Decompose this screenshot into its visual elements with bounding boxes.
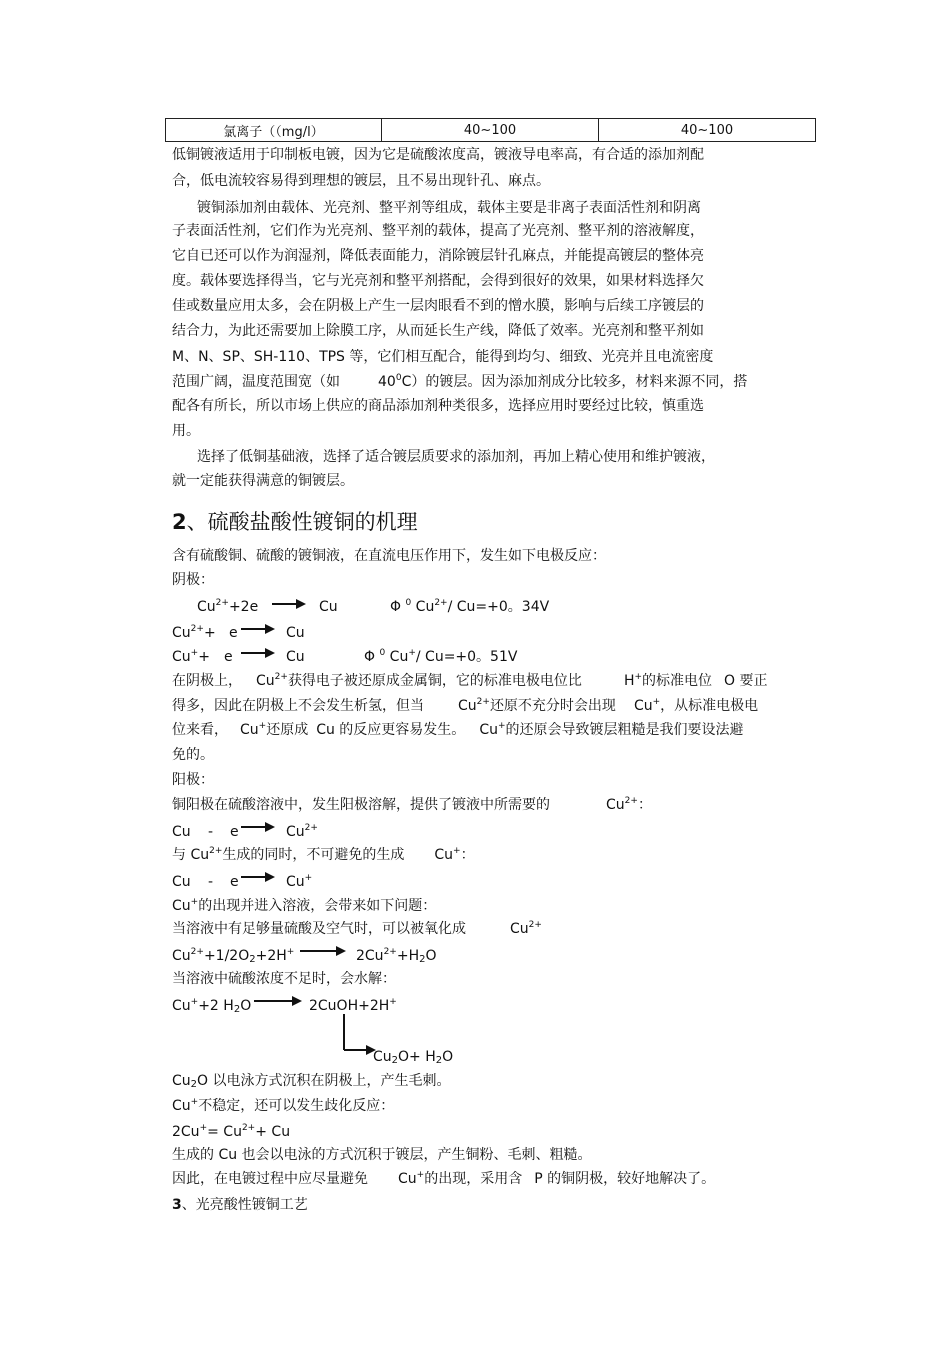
arrow-right-icon	[241, 871, 275, 883]
text-run: + Cu	[255, 1124, 291, 1140]
text-run: +2H	[255, 948, 287, 964]
text-run: 得多，因此在阴极上不会发生析氢，但当	[172, 698, 424, 714]
section-number: 2	[172, 510, 187, 534]
text-run: Cu	[479, 722, 498, 738]
paragraph-line: M、N、SP、SH-110、TPS 等，它们相互配合，能得到均匀、细致、光亮并且电流密度	[172, 349, 714, 365]
text-run: +2 H	[198, 998, 234, 1014]
text-run: 还原不充分时会出现	[489, 698, 616, 714]
superscript: +	[652, 697, 661, 707]
text-run: 2CuOH+2H	[309, 998, 390, 1014]
text-run: Cu	[434, 847, 454, 863]
text-run: Cu	[389, 649, 409, 665]
paragraph-line: 用。	[172, 423, 200, 439]
text-run: Cu	[172, 948, 191, 964]
minus-sign: -	[208, 824, 214, 840]
text-run: Cu	[373, 1049, 392, 1065]
text-run: O+ H	[398, 1049, 436, 1065]
text-run: Cu	[286, 824, 305, 840]
elbow-arrow-icon	[338, 1014, 376, 1056]
text-run: Cu	[190, 847, 210, 863]
potential-expression	[390, 598, 549, 616]
paragraph-line: 它自已还可以作为润湿剂，降低表面能力，消除镀层针孔麻点，并能提高镀层的整体亮	[172, 248, 704, 264]
arrow-right-icon	[272, 598, 306, 610]
arrow-right-icon	[300, 945, 346, 957]
paragraph-line	[172, 1097, 394, 1115]
arrow-right-icon	[241, 647, 275, 659]
reaction-disproportionation	[172, 1123, 290, 1141]
paragraph-line	[172, 1072, 451, 1090]
electron-symbol: e	[230, 874, 239, 890]
text-run: 位来看，	[172, 722, 228, 738]
text-run: O	[240, 998, 252, 1014]
reaction-right	[286, 873, 312, 891]
superscript: 2+	[274, 672, 288, 682]
superscript: +	[408, 648, 416, 658]
table-row	[166, 119, 816, 142]
superscript: 2+	[383, 947, 397, 957]
superscript: 2+	[209, 846, 223, 856]
reaction-right	[286, 823, 318, 841]
paragraph-line	[172, 672, 768, 690]
text-run: Cu	[633, 698, 653, 714]
paragraph-line: 选择了低铜基础液，选择了适合镀层质要求的添加剂，再加上精心使用和维护镀液，	[197, 449, 715, 465]
paragraph-line: 度。载体要选择得当，它与光亮剂和整平剂搭配，会得到很好的效果，如果材料选择欠	[172, 273, 704, 289]
paragraph-line: 配各有所长，所以市场上供应的商品添加剂种类很多，选择应用时要经过比较，慎重选	[172, 398, 704, 414]
subscript: 2	[391, 1055, 399, 1066]
text-run: Cu	[172, 625, 191, 641]
superscript: 2+	[190, 624, 204, 634]
superscript: +	[453, 846, 461, 856]
text-run: Cu	[458, 698, 477, 714]
superscript: +	[258, 721, 267, 731]
text-run: +2e	[228, 599, 259, 615]
text-run: Cu	[172, 1098, 191, 1114]
text-run: 的出现并进入溶液，会带来如下问题：	[198, 898, 437, 914]
text-run: 的标准电位	[642, 673, 713, 689]
temperature-value: 40	[378, 374, 396, 390]
arrow-right-icon	[241, 821, 275, 833]
text-run: 的出现，采用含	[424, 1171, 523, 1187]
subscript: 2	[249, 954, 256, 965]
reaction-left: Cu	[172, 824, 191, 840]
reaction-right: Cu	[286, 649, 305, 665]
table-cell: 氯离子（（mg/l）	[166, 119, 382, 142]
text-run: 铜阳极在硫酸溶液中，发生阳极溶解，提供了镀液中所需要的	[172, 797, 550, 813]
subscript: 2	[435, 1055, 443, 1066]
arrow-right-icon	[241, 623, 275, 635]
text-run: Cu 的反应更容易发生。	[316, 722, 466, 738]
text-run: 因此，在电镀过程中应尽量避免	[172, 1171, 368, 1187]
text-run: 2Cu	[356, 948, 384, 964]
paragraph-line	[172, 846, 475, 864]
text-run: 与	[172, 847, 191, 863]
superscript: +	[190, 1097, 199, 1107]
subscript: 2	[190, 1079, 198, 1090]
reaction-right: Cu	[319, 599, 338, 615]
text-run: P 的铜阴极，较好地解决了。	[534, 1171, 716, 1187]
subscript: 2	[233, 1004, 241, 1015]
reaction-left	[172, 947, 294, 965]
text-run: 2Cu	[172, 1124, 200, 1140]
paragraph-line	[172, 920, 542, 938]
electron-symbol: e	[229, 625, 238, 641]
text-run: / Cu=+0。34V	[447, 599, 550, 615]
text-run: 获得电子被还原成金属铜，它的标准电极电位比	[287, 673, 582, 689]
superscript: +	[304, 873, 313, 883]
superscript: +	[199, 1123, 208, 1133]
paragraph-line: 就一定能获得满意的铜镀层。	[172, 473, 354, 489]
reaction-left	[172, 648, 210, 666]
minus-sign: -	[208, 874, 214, 890]
text-run: ，从标准电极电	[660, 698, 759, 714]
superscript: 0	[405, 598, 412, 608]
text-run: +	[203, 625, 216, 641]
text-run: Cu	[606, 797, 625, 813]
paragraph-line	[172, 796, 652, 814]
text-run: = Cu	[207, 1124, 242, 1140]
text-run: C）的镀层。因为添加剂成分比较多，材料来源不同，搭	[401, 374, 748, 390]
paragraph-line	[172, 697, 758, 715]
cathode-label: 阴极：	[172, 572, 214, 588]
paragraph-line: 结合力，为此还需要加上除膜工序，从而延长生产线，降低了效率。光亮剂和整平剂如	[172, 323, 704, 339]
text-run: O 要正	[724, 673, 768, 689]
text-run: 的还原会导致镀层粗糙是我们要设法避	[505, 722, 744, 738]
text-run: / Cu=+0。51V	[415, 649, 518, 665]
text-run: Cu	[398, 1171, 417, 1187]
superscript: 2+	[528, 920, 542, 930]
paragraph-line: 佳或数量应用太多，会在阴极上产生一层肉眼看不到的憎水膜，影响与后续工序镀层的	[172, 298, 704, 314]
text-run: O	[442, 1049, 454, 1065]
superscript: 2+	[241, 1123, 256, 1133]
electron-symbol: e	[224, 649, 233, 665]
section-number: 3	[172, 1197, 182, 1213]
text-run: +1/2O	[203, 948, 250, 964]
text-run: O 以电泳方式沉积在阴极上，产生毛刺。	[197, 1073, 451, 1089]
superscript: +	[497, 721, 506, 731]
reaction-product	[373, 1048, 453, 1066]
text-run: 生成的同时，不可避免的生成	[222, 847, 405, 863]
text-run: +H	[396, 948, 420, 964]
text-run: H	[623, 673, 635, 689]
paragraph-line	[172, 721, 744, 739]
paragraph-line: 含有硫酸铜、硫酸的镀铜液，在直流电压作用下，发生如下电极反应：	[172, 548, 606, 564]
text-run: Cu	[172, 898, 191, 914]
text-run: 不稳定，还可以发生歧化反应：	[198, 1098, 395, 1114]
superscript: 2+	[190, 947, 204, 957]
table-cell: 40~100	[382, 119, 599, 142]
superscript: 2+	[476, 697, 490, 707]
section-heading	[172, 1196, 308, 1214]
reaction-left	[197, 598, 258, 616]
superscript: +	[389, 997, 397, 1007]
superscript: 2+	[434, 598, 448, 608]
reaction-left	[172, 997, 251, 1015]
text-run: O	[425, 948, 437, 964]
subscript: 2	[419, 954, 426, 965]
superscript: 0	[395, 373, 402, 383]
anode-label: 阳极：	[172, 772, 214, 788]
superscript: +	[190, 997, 199, 1007]
reaction-left: Cu	[172, 874, 191, 890]
text-run: 当溶液中有足够量硫酸及空气时，可以被氧化成	[172, 921, 466, 937]
table-cell: 40~100	[599, 119, 816, 142]
electron-symbol: e	[230, 824, 239, 840]
text-run: Cu	[510, 921, 529, 937]
text-run: ：	[460, 847, 475, 863]
text-run: ：	[637, 797, 652, 813]
text-run: Cu	[172, 1073, 191, 1089]
superscript: 2+	[215, 598, 229, 608]
superscript: +	[190, 648, 199, 658]
paragraph-line: 子表面活性剂，它们作为光亮剂、整平剂的载体，提高了光亮剂、整平剂的溶液解度，	[172, 223, 704, 239]
chloride-table	[165, 118, 816, 142]
paragraph-line: 生成的 Cu 也会以电泳的方式沉积于镀层，产生铜粉、毛刺、粗糙。	[172, 1147, 592, 1163]
text-run: 在阴极上，	[172, 673, 242, 689]
text-run: 范围广阔，温度范围宽（如	[172, 374, 340, 390]
text-run: Cu	[240, 722, 259, 738]
text-run: Cu	[256, 673, 275, 689]
reaction-right: Cu	[286, 625, 305, 641]
superscript: +	[190, 897, 199, 907]
section-title: 、硫酸盐酸性镀铜的机理	[186, 510, 418, 534]
text-run: Cu	[286, 874, 305, 890]
phi-symbol: Φ	[364, 649, 376, 665]
paragraph-line: 镀铜添加剂由载体、光亮剂、整平剂等组成，载体主要是非离子表面活性剂和阴离	[197, 200, 701, 216]
superscript: +	[286, 947, 295, 957]
paragraph-line	[172, 1170, 715, 1188]
text-run: Cu	[172, 649, 191, 665]
paragraph-line: 低铜镀液适用于印制板电镀，因为它是硫酸浓度高，镀液导电率高，有合适的添加剂配	[172, 147, 704, 163]
reaction-right	[309, 997, 397, 1015]
potential-expression	[364, 648, 517, 666]
arrow-right-icon	[254, 995, 302, 1007]
reaction-left	[172, 624, 216, 642]
superscript: 2+	[304, 823, 318, 833]
superscript: 2+	[624, 796, 638, 806]
text-run: Cu	[197, 599, 216, 615]
reaction-right	[356, 947, 437, 965]
superscript: 0	[379, 648, 386, 658]
text-run: 还原成	[266, 722, 309, 738]
section-heading	[172, 509, 418, 535]
paragraph-line: 当溶液中硫酸浓度不足时，会水解：	[172, 971, 396, 987]
text-run: Cu	[172, 998, 191, 1014]
paragraph-line: 合，低电流较容易得到理想的镀层，且不易出现针孔、麻点。	[172, 173, 550, 189]
text-run: Cu	[415, 599, 435, 615]
text-run: +	[198, 649, 210, 665]
superscript: +	[634, 672, 643, 682]
superscript: +	[416, 1170, 425, 1180]
phi-symbol: Φ	[390, 599, 402, 615]
paragraph-line	[172, 373, 747, 391]
section-title: 、光亮酸性镀铜工艺	[181, 1197, 308, 1213]
paragraph-line	[172, 897, 436, 915]
paragraph-line: 免的。	[172, 747, 214, 763]
